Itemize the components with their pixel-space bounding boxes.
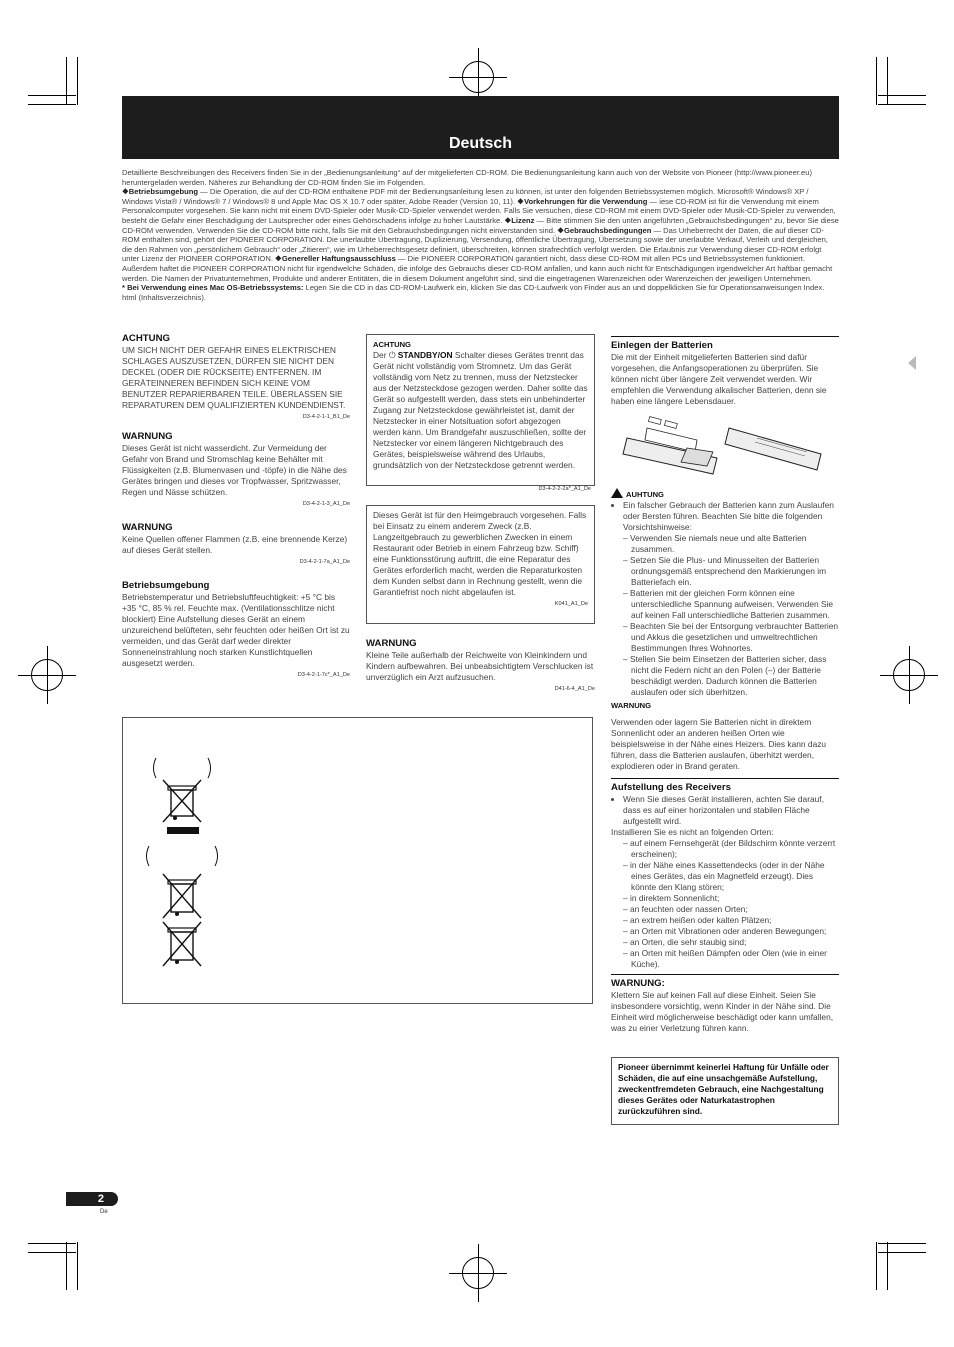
list-item: – an Orten mit heißen Dämpfen oder Ölen (wie in einer Küche).	[623, 948, 827, 969]
achtung-box	[366, 334, 595, 486]
heading-gebrauchsbedingungen: ❖Gebrauchsbedingungen	[557, 225, 652, 235]
warnung-text: Dieses Gerät ist nicht wasserdicht. Zur Vermeidung der Gefahr von Brand und Stromschlag keine Behälter mit Flüssigkeiten (z.B. Blumenvasen und -töpfe) in die Nähe des Gerätes bringen und dieses vor Tropfwasser, Spritzwasser, Regen und Nässe schützen.	[122, 443, 347, 497]
aufstellung-list	[611, 794, 839, 827]
doc-code: D3-4-2-1-7a_A1_De	[299, 559, 350, 565]
heading-lizenz: ❖Lizenz	[504, 215, 535, 225]
page-number: 2	[66, 1192, 118, 1206]
language-header	[122, 96, 839, 159]
crossed-bin-icon	[163, 874, 201, 918]
doc-code: D41-6-4_A1_De	[554, 686, 595, 692]
doc-code: D3-4-2-1-1_B1_De	[302, 414, 350, 420]
intro-mac	[122, 283, 839, 302]
disposal-symbols	[123, 718, 592, 1003]
page-title: Deutsch	[448, 135, 513, 152]
achtung-text: UM SICH NICHT DER GEFAHR EINES ELEKTRISCHEN SCHLAGES AUSZUSETZEN, DÜRFEN SIE NICHT DEN DECKEL (ODER DIE RÜCKSEITE) ENTFERNEN. IM GERÄTEINNEREN BEFINDEN SICH KEINE VOM BENUTZER REPARIERBAREN TEILE. ÜBERLASSEN SIE REPARATUREN DEM QUALIFIZIERTEN KUNDENDIENST.	[122, 345, 346, 410]
text-lizenz: — Bitte stimmen Sie den unten angeführten „Gebrauchsbedingungen“ zu, bevor Sie diese CD-ROM verwenden. Verwenden Sie die CD-ROM bitte nicht, falls Sie mit den Gebrauchsbedingungen nicht einverstanden sind.	[122, 215, 839, 235]
text-haftungsausschluss: — Die PIONEER CORPORATION garantiert nicht, dass diese CD-ROM mit allen PCs und Betriebssystemen funktioniert. Außerdem haftet die PIONEER CORPORATION nicht für irgendwelche Schäden, die infolge des Gebrauchs dieser CD-ROM anfallen, und kann auch nicht für Entschädigungen irgendwelcher Art haftbar gemacht werden. Die Namen der Privatunternehmen, Produkte und anderer Entitäten, die in diesem Dokument angeführt sind, sind die eingetragenen Warenzeichen oder Warenzeichen der jeweiligen Unternehmen.	[122, 254, 833, 283]
warnung-heading: WARNUNG:	[611, 978, 665, 989]
list-item: • Ein falscher Gebrauch der Batterien kann zum Auslaufen oder Bersten führen. Beachten Sie bitte die folgenden Vorsichtshinweise:	[623, 500, 839, 533]
crop-mark	[77, 1242, 78, 1290]
crop-mark	[28, 1252, 76, 1253]
achtung-box-text	[373, 350, 588, 471]
warnung-small-parts	[366, 638, 595, 695]
crop-mark	[28, 104, 76, 105]
warnung-heading: WARNUNG	[366, 638, 417, 649]
aufstellung-heading: Aufstellung des Receivers	[611, 782, 731, 793]
warnung-heading: WARNUNG	[122, 431, 173, 442]
doc-code: K041_A1_De	[554, 601, 588, 607]
heimgebrauch-box	[366, 505, 595, 624]
crossed-bin-icon	[163, 780, 201, 834]
aufstellung-text: Installieren Sie es nicht an folgenden Orten:	[611, 827, 774, 837]
heading-vorkehrungen: ❖Vorkehrungen für die Verwendung	[517, 196, 648, 206]
remote-closed-icon	[725, 428, 821, 470]
list-item: – Setzen Sie die Plus- und Minusseiten der Batterien ordnungsgemäß entsprechend den Markierungen im Batteriefach ein.	[623, 555, 827, 587]
standby-label: STANDBY/ON	[397, 350, 453, 360]
crop-mark	[878, 1243, 926, 1244]
list-item: – Verwenden Sie niemals neue und alte Batterien zusammen.	[623, 533, 807, 554]
crop-mark	[878, 104, 926, 105]
registration-mark	[462, 61, 494, 93]
achtung-heading: ACHTUNG	[122, 333, 170, 344]
crossed-bin-icon	[163, 922, 201, 966]
warnung-heading: WARNUNG	[122, 522, 173, 533]
list-item: – an extrem heißen oder kalten Plätzen;	[623, 915, 772, 925]
crop-mark	[28, 1243, 76, 1244]
doc-code: D3-4-2-1-7c*_A1_De	[297, 672, 350, 678]
crop-mark	[878, 1252, 926, 1253]
intro-paragraph: Detaillierte Beschreibungen des Receivers finden Sie in der „Bedienungsanleitung“ auf der mitgelieferten CD-ROM. Die Bedienungsanleitung kann auch von der Website von Pioneer (http://www.pioneer.eu) heruntergeladen werden. Näheres zur Behandlung der CD-ROM finden Sie im Folgenden.	[122, 168, 813, 187]
doc-code: D3-4-2-2-2a*_A1_De	[538, 486, 591, 492]
list-item: • Wenn Sie dieses Gerät installieren, achten Sie darauf, dass es auf einer horizontalen und stabilen Fläche aufgestellt wird.	[623, 794, 839, 827]
crop-mark	[878, 95, 926, 96]
crop-mark	[66, 57, 67, 105]
crop-mark	[77, 57, 78, 105]
list-item: – Beachten Sie bei der Entsorgung verbrauchter Batterien und Akkus die gesetzlichen und umweltrechtlichen Bestimmungen Ihres Wohnortes.	[623, 621, 839, 653]
batterien-text: Die mit der Einheit mitgelieferten Batterien sind dafür vorgesehen, die Anfangsoperationen zu überprüfen. Sie können nicht über längere Zeit verwendet werden. Wir empfehlen die Verwendung alkalischer Batterien, denn sie haben eine längere Lebensdauer.	[611, 352, 827, 406]
liability-box	[611, 1057, 839, 1125]
aufhtung-list	[611, 500, 839, 533]
registration-mark	[893, 659, 925, 691]
intro-section	[122, 168, 839, 302]
left-column	[122, 333, 350, 681]
text-prefix: Der	[373, 350, 389, 360]
warnung-text: Kleine Teile außerhalb der Reichweite von Kleinkindern und Kindern aufbewahren. Bei unbeabsichtigtem Verschlucken ist unverzüglich ein Arzt aufzusuchen.	[366, 650, 594, 682]
warnung-text: Verwenden oder lagern Sie Batterien nicht in direktem Sonnenlicht oder an anderen heißen Orten wie beispielsweise in der Nähe eines Heizers. Dies kann dazu führen, dass die Batterien auslaufen, überhitzt werden, explodieren oder in Brand geraten.	[611, 717, 827, 771]
warnung-text: Klettern Sie auf keinen Fall auf diese Einheit. Seien Sie insbesondere vorsichtig, wenn Kinder in der Nähe sind. Die Einheit wird möglicherweise beschädigt oder kann umfallen, was zu einer Verletzung führen kann.	[611, 990, 834, 1033]
remote-open-icon	[623, 417, 717, 474]
crop-mark	[876, 1242, 877, 1290]
heading-betriebsumgebung: ❖Betriebsumgebung	[122, 187, 199, 197]
achtung-box-heading: ACHTUNG	[373, 340, 411, 349]
list-item: – Batterien mit der gleichen Form können eine unterschiedliche Spannung aufweisen. Verwenden Sie auf keinen Fall unterschiedliche Batterien zusammen.	[623, 588, 834, 620]
crop-mark	[887, 57, 888, 105]
text-betriebsumgebung: — Die Operation, die auf der CD-ROM enthaltene PDF mit der Bedienungsanleitung lesen zu können, ist unter den folgenden Betriebssystemen möglich. Microsoft® Windows® XP / Windows Vista® / Windows® 7 / Windows® 8 und Apple Mac OS X 10.7 oder später, Adobe Reader (Version 10, 11).	[122, 187, 809, 206]
text-mac: Legen Sie die CD in das CD-ROM-Laufwerk ein, klicken Sie das CD-Laufwerk von Finder aus an und doppelklicken Sie für Operationsanweisungen Index. html (Inhaltsverzeichnis).	[122, 283, 825, 302]
list-item: – in direktem Sonnenlicht;	[623, 893, 720, 903]
warning-triangle-icon	[611, 488, 623, 498]
achtung-box-body: Schalter dieses Gerätes trennt das Gerät nicht vollständig vom Stromnetz. Um das Gerät vollständig vom Netz zu trennen, muss der Netzstecker aus der Netzsteckdose gezogen werden. Daher sollte das Gerät so aufgestellt werden, dass stets ein unbehinderter Zugang zur Netzsteckdose gewährleistet ist, damit der Netzstecker in einer Notsituation sofort abgezogen werden kann. Um Brandgefahr auszuschließen, sollte der Netzstecker vor einem längeren Nichtgebrauch des Gerätes, beispielsweise während des Urlaubs, grundsätzlich von der Netzsteckdose getrennt werden.	[373, 350, 588, 470]
text-gebrauchsbedingungen: — Das Urheberrecht der Daten, die auf dieser CD-ROM enthalten sind, gehört der PIONEER CORPORATION. Die unerlaubte Übertragung, Duplizierung, Versendung, öffentliche Übertragung, Übersetzung sowie der unerlaubte Verkauf, Verleih und dergleichen, die den Rahmen von „persönlichem Gebrauch“ oder „Zitieren“, wie im Urheberrechtsgesetz definiert, überschreiten, können strafrechtlich verfolgt werden. Die Erlaubnis zur Verwendung dieser CD-ROM erfolgt unter Lizenz der PIONEER CORPORATION.	[122, 225, 828, 264]
page-language: De	[100, 1209, 108, 1215]
power-icon: ⏻	[388, 350, 396, 360]
registration-mark	[31, 659, 63, 691]
list-item: – an feuchten oder nassen Orten;	[623, 904, 748, 914]
crop-mark	[876, 57, 877, 105]
right-column-continued	[611, 488, 839, 1034]
right-column	[611, 336, 839, 407]
aufhtung-label: AUHTUNG	[626, 490, 664, 499]
list-item: – Stellen Sie beim Einsetzen der Batterien sicher, dass nicht die Federn nicht an den Polen (–) der Batterie beschädigt werden. Dadurch können die Batterien auslaufen oder sich überhitzen.	[623, 654, 827, 697]
warnung-text: Keine Quellen offener Flammen (z.B. eine brennende Kerze) auf dieses Gerät stellen.	[122, 534, 348, 555]
heading-mac: * Bei Verwendung eines Mac OS-Betriebssystems:	[122, 283, 304, 293]
list-item: – in der Nähe eines Kassettendecks (oder in der Nähe eines Gerätes, das ein Magnetfeld erzeugt). Dies könnte den Klang stören;	[623, 860, 825, 892]
intro-terms	[122, 187, 839, 283]
list-item: – an Orten mit Vibrationen oder anderen Bewegungen;	[623, 926, 827, 936]
disposal-box	[122, 717, 593, 1004]
text-vorkehrungen: — iese CD-ROM ist für die Verwendung mit einem Personalcomputer vorgesehen. Sie kann nicht mit einem DVD-Spieler oder Musik-CD-Spieler verwendet werden. Falls Sie versuchen, diese CD-ROM mit einem DVD-Spieler oder Musik-CD-Spieler zu verwenden, besteht die Gefahr einer Beschädigung der Lautsprecher oder eines Gehörschadens infolge zu hoher Lautstärke.	[122, 196, 836, 225]
crop-mark	[66, 1242, 67, 1290]
side-marker-icon	[908, 356, 916, 370]
warnung-heading: WARNUNG	[611, 701, 652, 710]
list-item: – auf einem Fernsehgerät (der Bildschirm könnte verzerrt erscheinen);	[623, 838, 836, 859]
doc-code: D3-4-2-1-3_A1_De	[302, 501, 350, 507]
list-item: – an Orten, die sehr staubig sind;	[623, 937, 747, 947]
aufhtung-heading	[611, 488, 839, 500]
betriebsumgebung-heading: Betriebsumgebung	[122, 580, 210, 591]
registration-mark	[462, 1257, 494, 1289]
remote-battery-illustration	[617, 408, 827, 482]
liability-text: Pioneer übernimmt keinerlei Haftung für Unfälle oder Schäden, die auf eine unsachgemäße Aufstellung, zweckentfremdeten Gebrauch, eine Nachgestaltung dieses Gerätes oder Naturkatastrophen zurückzuführen sind.	[618, 1062, 829, 1116]
heading-haftungsausschluss: ❖Genereller Haftungsausschluss	[275, 254, 396, 264]
crop-mark	[28, 95, 76, 96]
crop-mark	[887, 1242, 888, 1290]
betriebsumgebung-text: Betriebstemperatur und Betriebsluftfeuchtigkeit: +5 °C bis +35 °C, 85 % rel. Feuchte max. (Ventilationsschlitze nicht blockiert) Eine Aufstellung dieses Gerät an einem unzureichend belüfteten, sehr feuchten oder heißen Ort ist zu vermeiden, und das Gerät darf weder direkter Sonneneinstrahlung noch starken Kunstlichtquellen ausgesetzt werden.	[122, 592, 350, 668]
heimgebrauch-text: Dieses Gerät ist für den Heimgebrauch vorgesehen. Falls bei Einsatz zu einem anderem Zweck (z.B. Langzeitgebrauch zu gewerblichen Zwecken in einem Restaurant oder Betrieb in einem Fahrzeug bzw. Schiff) eine Funktionsstörung auftritt, die eine Reparatur des Gerätes erforderlich macht, werden die Reparaturkosten dem Kunden selbst dann in Rechnung gestellt, wenn die Garantiefrist noch nicht abgelaufen ist.	[373, 510, 587, 597]
batterien-heading: Einlegen der Batterien	[611, 340, 713, 351]
